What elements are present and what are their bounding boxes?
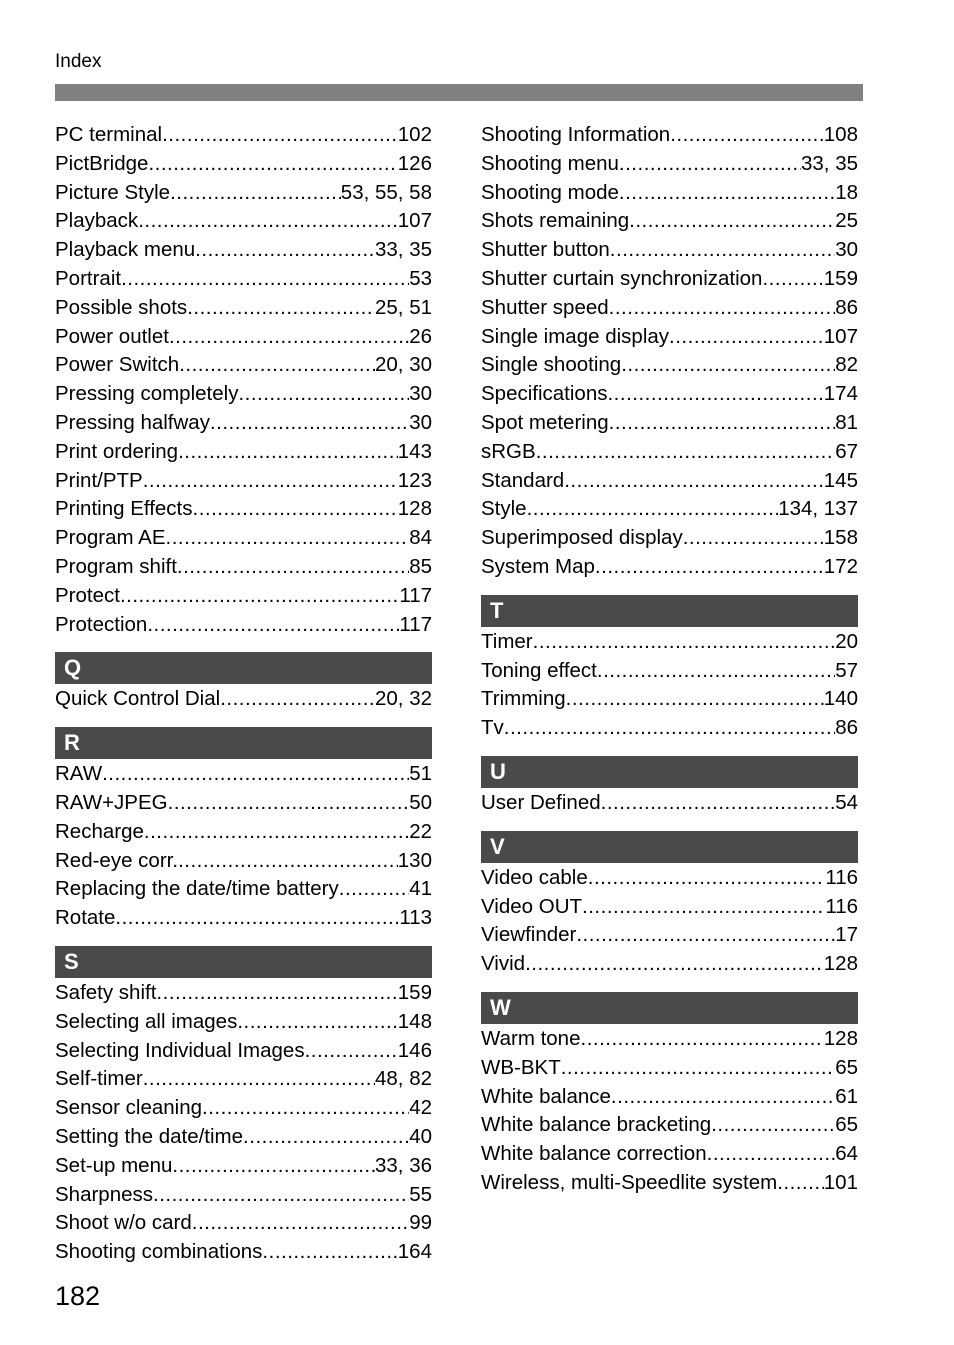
index-entry xyxy=(55,524,432,553)
dot-leader xyxy=(187,294,375,323)
dot-leader xyxy=(707,1140,836,1169)
index-term: Playback xyxy=(55,209,139,233)
index-term: Print ordering xyxy=(55,439,179,463)
dot-leader xyxy=(210,409,409,438)
dot-leader xyxy=(147,611,399,640)
index-page-ref: 85 xyxy=(409,554,432,578)
index-page-ref: 107 xyxy=(397,209,432,233)
dot-leader xyxy=(582,893,825,922)
index-term: Style xyxy=(481,497,527,521)
index-term: Power Switch xyxy=(55,353,180,377)
index-page-ref: 65 xyxy=(835,1113,858,1137)
index-term: Shutter speed xyxy=(481,295,609,319)
index-page-ref: 108 xyxy=(823,123,858,146)
index-entry xyxy=(55,1037,432,1066)
index-page-ref: 148 xyxy=(397,1009,432,1033)
dot-leader xyxy=(597,657,835,686)
index-entry xyxy=(55,495,432,524)
dot-leader xyxy=(178,438,398,467)
index-entry xyxy=(481,495,858,524)
dot-leader xyxy=(601,789,836,818)
index-page-ref: 130 xyxy=(397,848,432,872)
index-entry xyxy=(481,685,858,714)
dot-leader xyxy=(629,207,835,236)
index-entry xyxy=(55,121,432,150)
index-page-ref: 54 xyxy=(835,790,858,814)
index-page-ref: 164 xyxy=(397,1240,432,1264)
dot-leader xyxy=(237,1008,397,1037)
section-header-u: U xyxy=(481,756,858,788)
dot-leader xyxy=(305,1037,398,1066)
index-entry xyxy=(481,438,858,467)
dot-leader xyxy=(711,1111,835,1140)
index-entry xyxy=(55,150,432,179)
index-term: sRGB xyxy=(481,439,536,463)
index-page-ref: 143 xyxy=(397,439,432,463)
index-page-ref: 57 xyxy=(835,658,858,682)
index-entry xyxy=(481,409,858,438)
index-page-ref: 126 xyxy=(397,151,432,175)
index-term: Program AE xyxy=(55,526,166,550)
index-term: Toning effect xyxy=(481,658,597,682)
index-page-ref: 146 xyxy=(397,1038,432,1062)
dot-leader xyxy=(143,467,398,496)
index-entry xyxy=(481,207,858,236)
index-page-ref: 101 xyxy=(823,1170,858,1194)
index-page-ref: 86 xyxy=(835,716,858,740)
index-page-ref: 41 xyxy=(409,877,432,901)
index-entry xyxy=(481,294,858,323)
index-page-ref: 22 xyxy=(409,819,432,843)
index-term: White balance xyxy=(481,1084,611,1108)
index-term: Shots remaining xyxy=(481,209,630,233)
index-entry xyxy=(55,979,432,1008)
dot-leader xyxy=(595,553,824,582)
index-term: User Defined xyxy=(481,790,601,814)
index-entry xyxy=(481,150,858,179)
index-term: Portrait xyxy=(55,266,122,290)
index-page-ref: 99 xyxy=(409,1211,432,1235)
dot-leader xyxy=(170,179,341,208)
index-page-ref: 102 xyxy=(397,123,432,146)
index-term: System Map xyxy=(481,554,595,578)
dot-leader xyxy=(144,818,409,847)
index-page-ref: 117 xyxy=(399,612,432,636)
dot-leader xyxy=(619,150,801,179)
dot-leader xyxy=(609,294,836,323)
index-page-ref: 81 xyxy=(835,410,858,434)
index-entry xyxy=(55,1094,432,1123)
index-term: Printing Effects xyxy=(55,497,193,521)
page-number: 182 xyxy=(55,1281,101,1311)
index-page-ref: 61 xyxy=(835,1084,858,1108)
dot-leader xyxy=(238,380,409,409)
dot-leader xyxy=(202,1094,409,1123)
index-term: Protect xyxy=(55,583,120,607)
index-term: Wireless, multi-Speedlite system xyxy=(481,1170,778,1194)
index-page-ref: 25 xyxy=(835,209,858,233)
index-page-ref: 123 xyxy=(397,468,432,492)
dot-leader xyxy=(561,1054,835,1083)
index-page-ref: 128 xyxy=(397,497,432,521)
index-term: Selecting Individual Images xyxy=(55,1038,305,1062)
index-term: Set-up menu xyxy=(55,1153,173,1177)
dot-leader xyxy=(564,467,824,496)
index-entry xyxy=(55,207,432,236)
dot-leader xyxy=(339,875,409,904)
dot-leader xyxy=(168,789,410,818)
index-page-ref: 117 xyxy=(399,583,432,607)
index-term: Viewfinder xyxy=(481,923,577,947)
index-entry xyxy=(55,265,432,294)
index-entry xyxy=(55,179,432,208)
index-page-ref: 84 xyxy=(409,526,432,550)
dot-leader xyxy=(607,380,823,409)
index-page-ref: 17 xyxy=(835,923,858,947)
index-entry xyxy=(55,818,432,847)
index-term: Power outlet xyxy=(55,324,169,348)
index-term: Playback menu xyxy=(55,238,196,262)
index-term: Pressing halfway xyxy=(55,410,210,434)
header-bar xyxy=(55,84,863,101)
index-entry xyxy=(481,236,858,265)
index-page-ref: 50 xyxy=(409,790,432,814)
index-entry xyxy=(481,714,858,743)
index-term: Sensor cleaning xyxy=(55,1096,203,1120)
index-term: Specifications xyxy=(481,382,608,406)
index-page-ref: 33, 35 xyxy=(801,151,858,175)
index-term: Shutter curtain synchronization xyxy=(481,266,763,290)
dot-leader xyxy=(504,714,835,743)
index-term: Protection xyxy=(55,612,148,636)
index-page-ref: 20 xyxy=(835,629,858,653)
index-term: Safety shift xyxy=(55,980,157,1004)
dot-leader xyxy=(169,323,409,352)
index-entry xyxy=(55,1181,432,1210)
index-entry xyxy=(55,1065,432,1094)
dot-leader xyxy=(102,760,409,789)
dot-leader xyxy=(609,409,836,438)
dot-leader xyxy=(610,236,835,265)
index-entry xyxy=(55,351,432,380)
dot-leader xyxy=(683,524,824,553)
index-column-left xyxy=(55,121,432,1267)
index-page-ref: 128 xyxy=(823,952,858,976)
page-header-label: Index xyxy=(55,51,102,72)
dot-leader xyxy=(153,1181,409,1210)
index-entry xyxy=(481,921,858,950)
index-page-ref: 67 xyxy=(835,439,858,463)
dot-leader xyxy=(178,847,398,876)
index-entry xyxy=(481,265,858,294)
index-entry xyxy=(481,467,858,496)
dot-leader xyxy=(162,121,398,150)
index-term: Rotate xyxy=(55,906,116,930)
index-entry xyxy=(55,582,432,611)
dot-leader xyxy=(121,265,409,294)
index-entry xyxy=(55,294,432,323)
index-page-ref: 145 xyxy=(823,468,858,492)
index-entry xyxy=(55,1152,432,1181)
dot-leader xyxy=(670,121,824,150)
dot-leader xyxy=(143,1065,375,1094)
index-page-ref: 42 xyxy=(409,1096,432,1120)
index-entry xyxy=(481,380,858,409)
section-header-s: S xyxy=(55,946,432,978)
index-entry xyxy=(481,524,858,553)
index-entry xyxy=(55,685,432,714)
index-entry xyxy=(481,628,858,657)
index-term: Red-eye corr. xyxy=(55,848,179,872)
index-term: Standard xyxy=(481,468,565,492)
index-page-ref: 159 xyxy=(823,266,858,290)
dot-leader xyxy=(195,236,375,265)
index-entry xyxy=(55,236,432,265)
index-term: Single shooting xyxy=(481,353,622,377)
index-term: Shoot w/o card xyxy=(55,1211,192,1235)
index-entry xyxy=(481,1054,858,1083)
index-entry xyxy=(55,875,432,904)
index-page-ref: 113 xyxy=(399,906,432,930)
dot-leader xyxy=(156,979,397,1008)
index-entry xyxy=(55,380,432,409)
index-page-ref: 51 xyxy=(409,762,432,786)
index-entry xyxy=(481,789,858,818)
index-entry xyxy=(481,1083,858,1112)
section-header-w: W xyxy=(481,992,858,1024)
index-term: Replacing the date/time battery xyxy=(55,877,339,901)
index-term: Pressing completely xyxy=(55,382,239,406)
index-term: Spot metering xyxy=(481,410,609,434)
index-term: Possible shots xyxy=(55,295,188,319)
index-entry xyxy=(481,893,858,922)
index-page-ref: 64 xyxy=(835,1142,858,1166)
index-page-ref: 65 xyxy=(835,1055,858,1079)
index-term: RAW xyxy=(55,762,103,786)
dot-leader xyxy=(243,1123,409,1152)
index-entry xyxy=(55,323,432,352)
section-header-r: R xyxy=(55,727,432,759)
dot-leader xyxy=(576,921,835,950)
index-entry xyxy=(481,1025,858,1054)
index-page-ref: 40 xyxy=(409,1124,432,1148)
index-term: Shooting mode xyxy=(481,180,619,204)
index-entry xyxy=(481,553,858,582)
dot-leader xyxy=(193,495,398,524)
index-page-ref: 82 xyxy=(835,353,858,377)
index-page-ref: 174 xyxy=(823,382,858,406)
index-term: Shooting combinations xyxy=(55,1240,263,1264)
index-page-ref: 30 xyxy=(835,238,858,262)
index-term: PictBridge xyxy=(55,151,149,175)
index-page-ref: 26 xyxy=(409,324,432,348)
index-entry xyxy=(481,1140,858,1169)
dot-leader xyxy=(172,1152,375,1181)
dot-leader xyxy=(192,1209,409,1238)
index-entry xyxy=(481,121,858,150)
index-term: Recharge xyxy=(55,819,144,843)
index-entry xyxy=(55,1123,432,1152)
index-term: White balance bracketing xyxy=(481,1113,712,1137)
index-term: Print/PTP xyxy=(55,468,143,492)
index-term: WB-BKT xyxy=(481,1055,561,1079)
index-page-ref: 20, 32 xyxy=(375,687,432,711)
index-term: Trimming xyxy=(481,687,566,711)
index-term: Picture Style xyxy=(55,180,171,204)
index-page-ref: 55 xyxy=(409,1182,432,1206)
index-term: Tv xyxy=(481,716,504,740)
index-column-right xyxy=(481,121,858,1198)
index-entry xyxy=(55,1008,432,1037)
index-entry xyxy=(55,1238,432,1267)
index-term: Vivid xyxy=(481,952,526,976)
index-entry xyxy=(55,760,432,789)
index-entry xyxy=(481,351,858,380)
dot-leader xyxy=(669,323,824,352)
index-term: Setting the date/time xyxy=(55,1124,244,1148)
index-page-ref: 30 xyxy=(409,410,432,434)
index-page-ref: 134, 137 xyxy=(778,497,858,521)
index-entry xyxy=(55,438,432,467)
index-page-ref: 116 xyxy=(825,894,858,918)
index-entry xyxy=(481,864,858,893)
index-page-ref: 140 xyxy=(823,687,858,711)
index-entry xyxy=(55,553,432,582)
index-term: Sharpness xyxy=(55,1182,154,1206)
index-page-ref: 128 xyxy=(823,1026,858,1050)
index-entry xyxy=(55,789,432,818)
dot-leader xyxy=(166,524,410,553)
dot-leader xyxy=(148,150,397,179)
index-term: PC terminal xyxy=(55,123,163,146)
dot-leader xyxy=(138,207,398,236)
section-header-v: V xyxy=(481,831,858,863)
index-term: Selecting all images xyxy=(55,1009,238,1033)
index-page-ref: 18 xyxy=(835,180,858,204)
index-page-ref: 33, 36 xyxy=(375,1153,432,1177)
dot-leader xyxy=(566,685,824,714)
index-entry xyxy=(55,409,432,438)
index-entry xyxy=(55,847,432,876)
index-entry xyxy=(55,904,432,933)
dot-leader xyxy=(220,685,375,714)
index-entry xyxy=(55,611,432,640)
dot-leader xyxy=(777,1169,824,1198)
index-entry xyxy=(481,179,858,208)
index-entry xyxy=(55,1209,432,1238)
index-page-ref: 107 xyxy=(823,324,858,348)
index-term: Warm tone xyxy=(481,1026,581,1050)
index-entry xyxy=(481,323,858,352)
dot-leader xyxy=(525,950,824,979)
dot-leader xyxy=(762,265,823,294)
index-page-ref: 25, 51 xyxy=(375,295,432,319)
index-page-ref: 53, 55, 58 xyxy=(340,180,432,204)
index-term: Single image display xyxy=(481,324,670,348)
index-page-ref: 20, 30 xyxy=(375,353,432,377)
index-term: Timer xyxy=(481,629,533,653)
index-entry xyxy=(481,950,858,979)
index-term: White balance correction xyxy=(481,1142,707,1166)
index-page-ref: 86 xyxy=(835,295,858,319)
section-header-t: T xyxy=(481,595,858,627)
index-entry xyxy=(481,1169,858,1198)
index-term: Self-timer xyxy=(55,1067,143,1091)
index-entry xyxy=(481,657,858,686)
index-term: Video OUT xyxy=(481,894,583,918)
index-entry xyxy=(55,467,432,496)
dot-leader xyxy=(527,495,779,524)
index-page-ref: 53 xyxy=(409,266,432,290)
index-term: Superimposed display xyxy=(481,526,683,550)
dot-leader xyxy=(621,351,835,380)
index-page-ref: 172 xyxy=(823,554,858,578)
dot-leader xyxy=(536,438,836,467)
index-term: Shooting menu xyxy=(481,151,619,175)
dot-leader xyxy=(120,582,399,611)
dot-leader xyxy=(581,1025,824,1054)
index-term: Quick Control Dial xyxy=(55,687,221,711)
dot-leader xyxy=(588,864,826,893)
dot-leader xyxy=(611,1083,835,1112)
dot-leader xyxy=(262,1238,397,1267)
dot-leader xyxy=(619,179,835,208)
index-page-ref: 158 xyxy=(823,526,858,550)
index-term: Shooting Information xyxy=(481,123,671,146)
index-term: RAW+JPEG xyxy=(55,790,168,814)
index-page-ref: 30 xyxy=(409,382,432,406)
index-term: Program shift xyxy=(55,554,177,578)
index-page-ref: 116 xyxy=(825,865,858,889)
dot-leader xyxy=(533,628,836,657)
index-entry xyxy=(481,1111,858,1140)
index-page-ref: 33, 35 xyxy=(375,238,432,262)
index-page-ref: 159 xyxy=(397,980,432,1004)
index-term: Shutter button xyxy=(481,238,610,262)
dot-leader xyxy=(115,904,399,933)
dot-leader xyxy=(179,351,375,380)
index-term: Video cable xyxy=(481,865,588,889)
section-header-q: Q xyxy=(55,652,432,684)
index-page-ref: 48, 82 xyxy=(375,1067,432,1091)
dot-leader xyxy=(177,553,409,582)
